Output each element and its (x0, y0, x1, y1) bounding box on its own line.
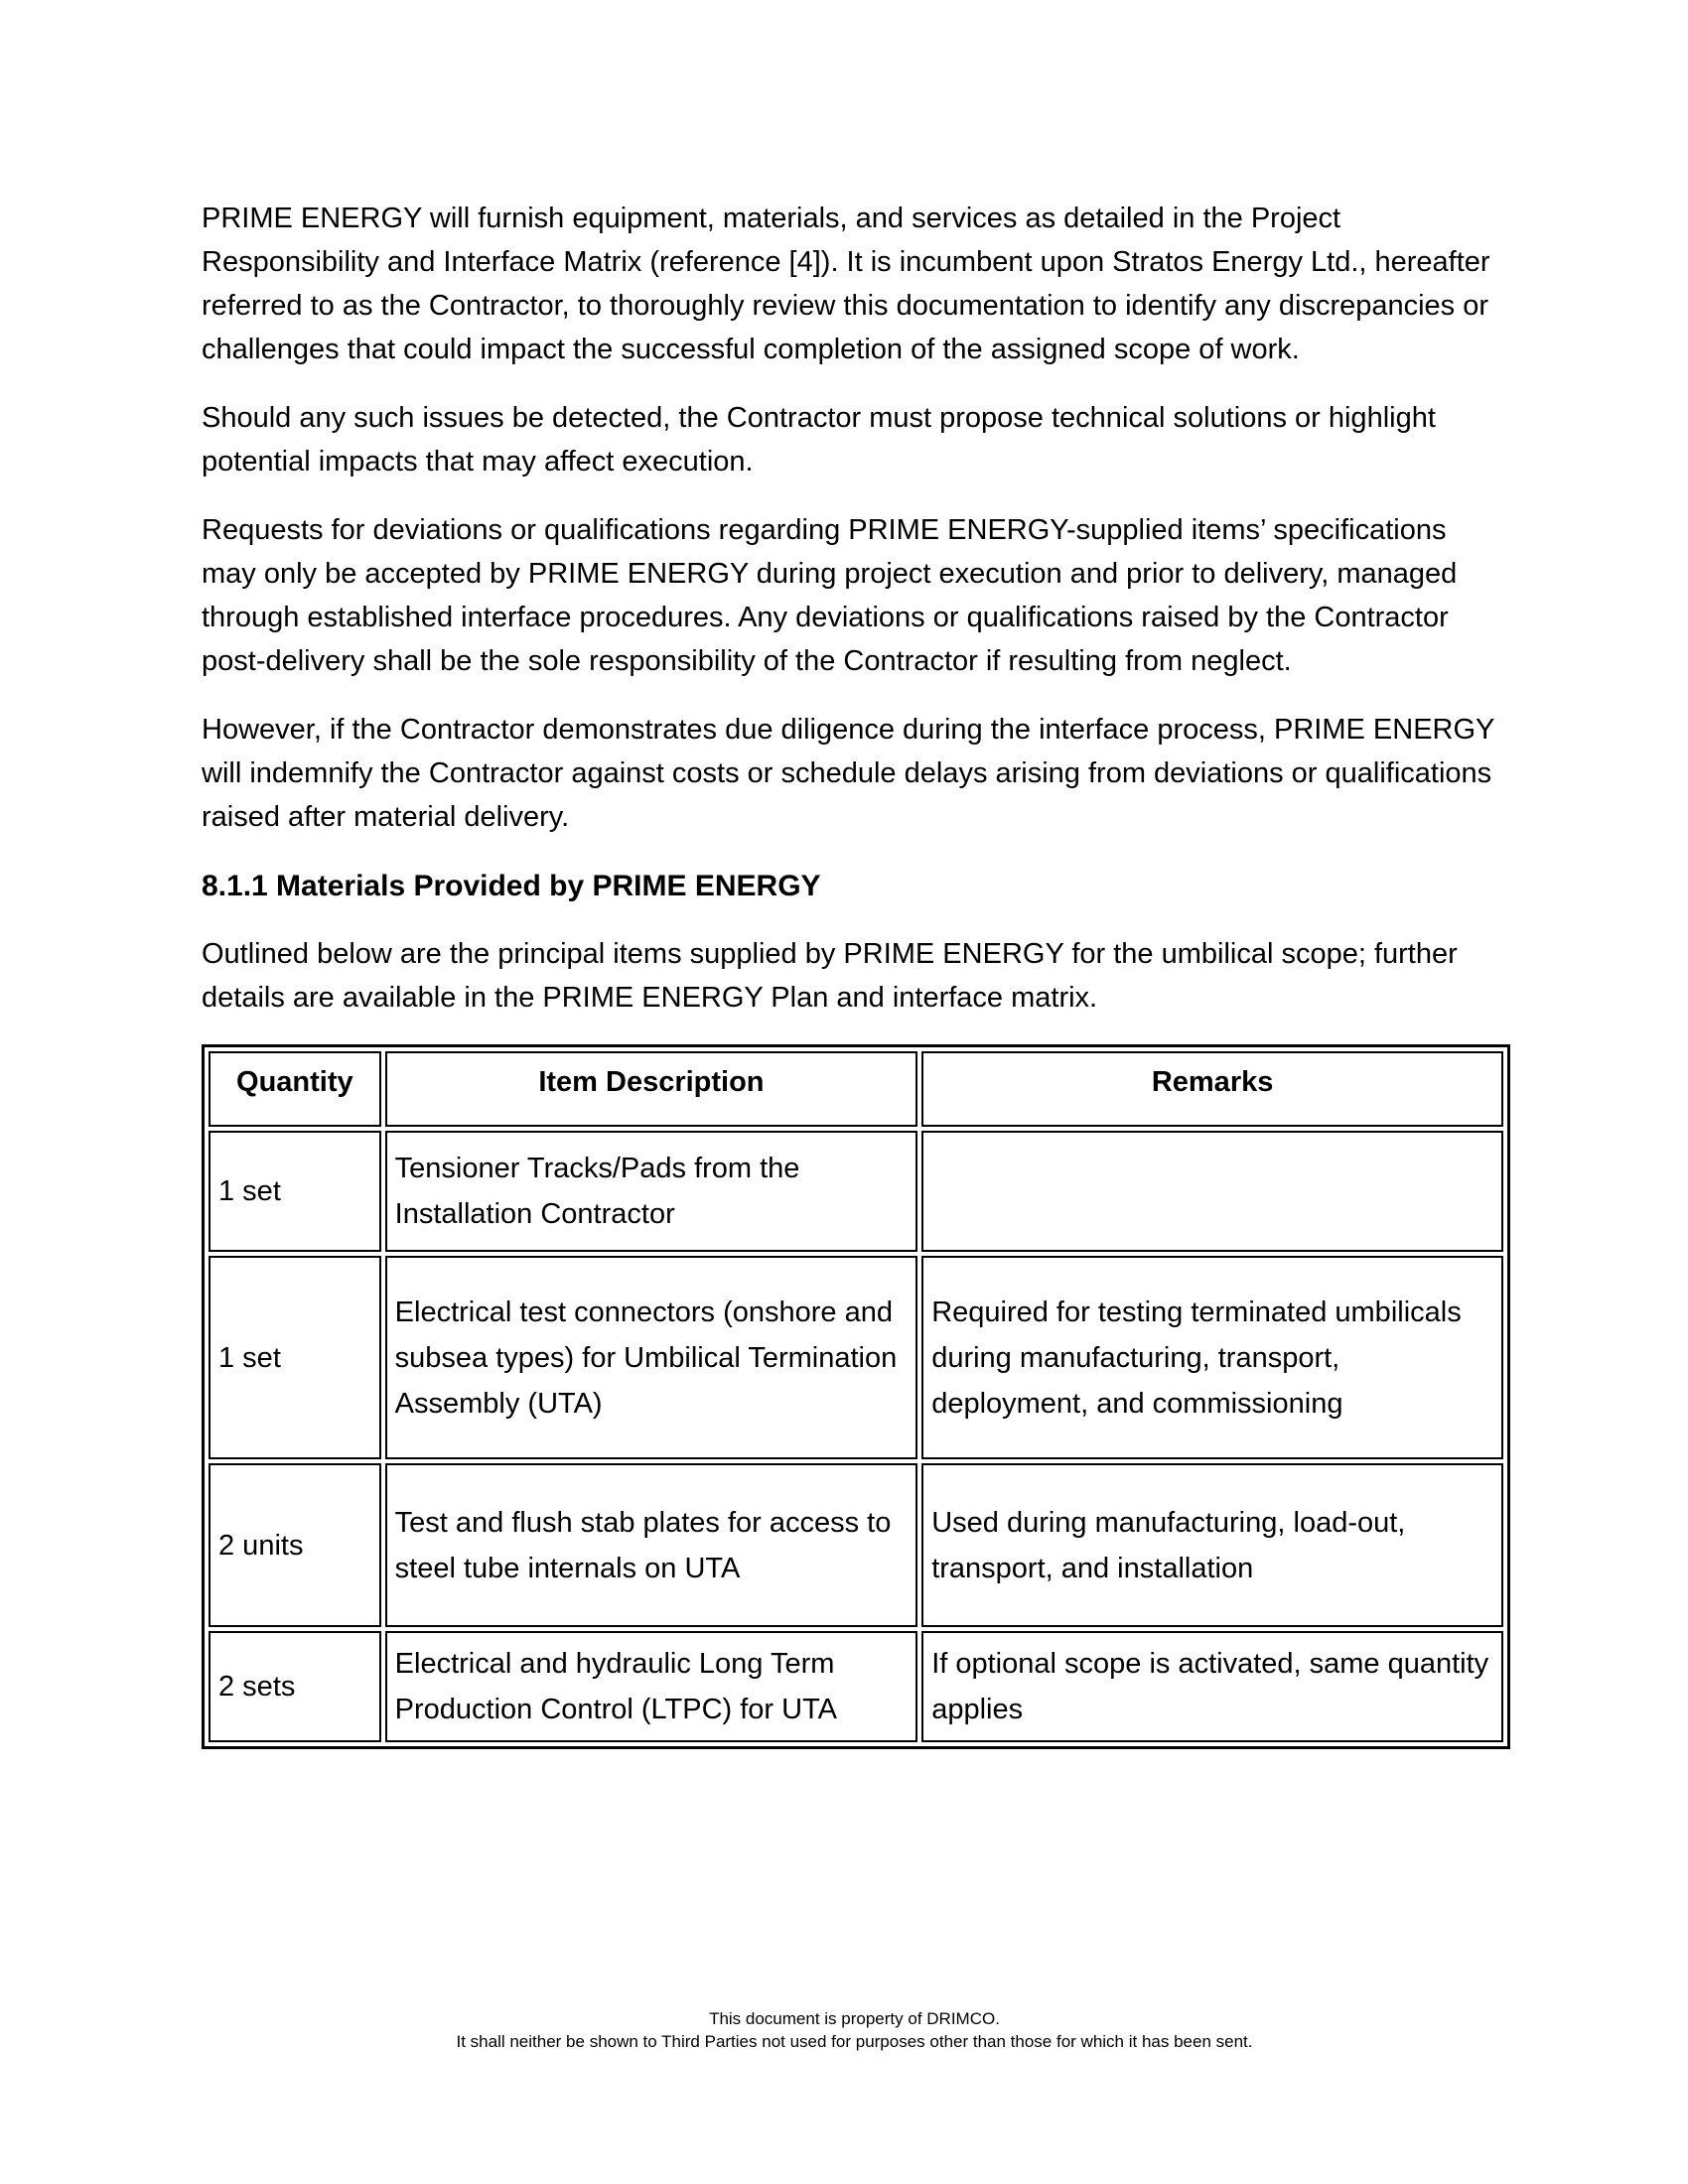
quantity-cell: 2 units (209, 1463, 381, 1627)
footer-line: This document is property of DRIMCO. (709, 2009, 1000, 2028)
footer-notice (202, 2007, 1507, 2053)
section-heading: 8.1.1 Materials Provided by PRIME ENERGY (202, 870, 821, 902)
table-header-row (209, 1051, 1503, 1127)
description-cell: Test and flush stab plates for access to steel tube internals on UTA (385, 1463, 918, 1627)
column-header-item-description: Item Description (385, 1051, 918, 1127)
body-paragraph: PRIME ENERGY will furnish equipment, materials, and services as detailed in the Project Responsibility and Interface Matrix (reference [4]). It is incumbent upon Stratos Energy Ltd., hereafter referred to as the Contractor, to thoroughly review this documentation to identify any discrepancies or challenges that could impact the successful completion of the assigned scope of work. (202, 203, 1490, 365)
body-paragraph: However, if the Contractor demonstrates due diligence during the interface process, PRIME ENERGY will indemnify the Contractor against costs or schedule delays arising from deviations or qualifications raised after material delivery. (202, 714, 1494, 833)
column-header-quantity: Quantity (209, 1051, 381, 1127)
description-cell: Electrical and hydraulic Long Term Production Control (LTPC) for UTA (385, 1631, 918, 1742)
materials-table (202, 1044, 1510, 1749)
body-paragraph: Requests for deviations or qualifications regarding PRIME ENERGY-supplied items’ specifications may only be accepted by PRIME ENERGY during project execution and prior to delivery, managed through established interface procedures. Any deviations or qualifications raised by the Contractor post-delivery shall be the sole responsibility of the Contractor if resulting from neglect. (202, 514, 1458, 677)
table-row (209, 1463, 1503, 1627)
remarks-cell: If optional scope is activated, same quantity applies (921, 1631, 1503, 1742)
quantity-cell: 2 sets (209, 1631, 381, 1742)
description-cell: Tensioner Tracks/Pads from the Installation Contractor (385, 1131, 918, 1252)
footer-line: It shall neither be shown to Third Parties not used for purposes other than those for which it has been sent. (456, 2032, 1253, 2051)
quantity-cell: 1 set (209, 1131, 381, 1252)
table-row (209, 1256, 1503, 1459)
document-body (202, 197, 1507, 1749)
body-paragraph: Should any such issues be detected, the Contractor must propose technical solutions or highlight potential impacts that may affect execution. (202, 402, 1436, 478)
table-row (209, 1631, 1503, 1742)
remarks-cell (921, 1131, 1503, 1252)
quantity-cell: 1 set (209, 1256, 381, 1459)
remarks-cell: Required for testing terminated umbilicals during manufacturing, transport, deployment, and commissioning (921, 1256, 1503, 1459)
column-header-remarks: Remarks (921, 1051, 1503, 1127)
remarks-cell: Used during manufacturing, load-out, transport, and installation (921, 1463, 1503, 1627)
table-row (209, 1131, 1503, 1252)
description-cell: Electrical test connectors (onshore and subsea types) for Umbilical Termination Assembly (UTA) (385, 1256, 918, 1459)
section-intro-paragraph: Outlined below are the principal items supplied by PRIME ENERGY for the umbilical scope; further details are available in the PRIME ENERGY Plan and interface matrix. (202, 938, 1458, 1014)
